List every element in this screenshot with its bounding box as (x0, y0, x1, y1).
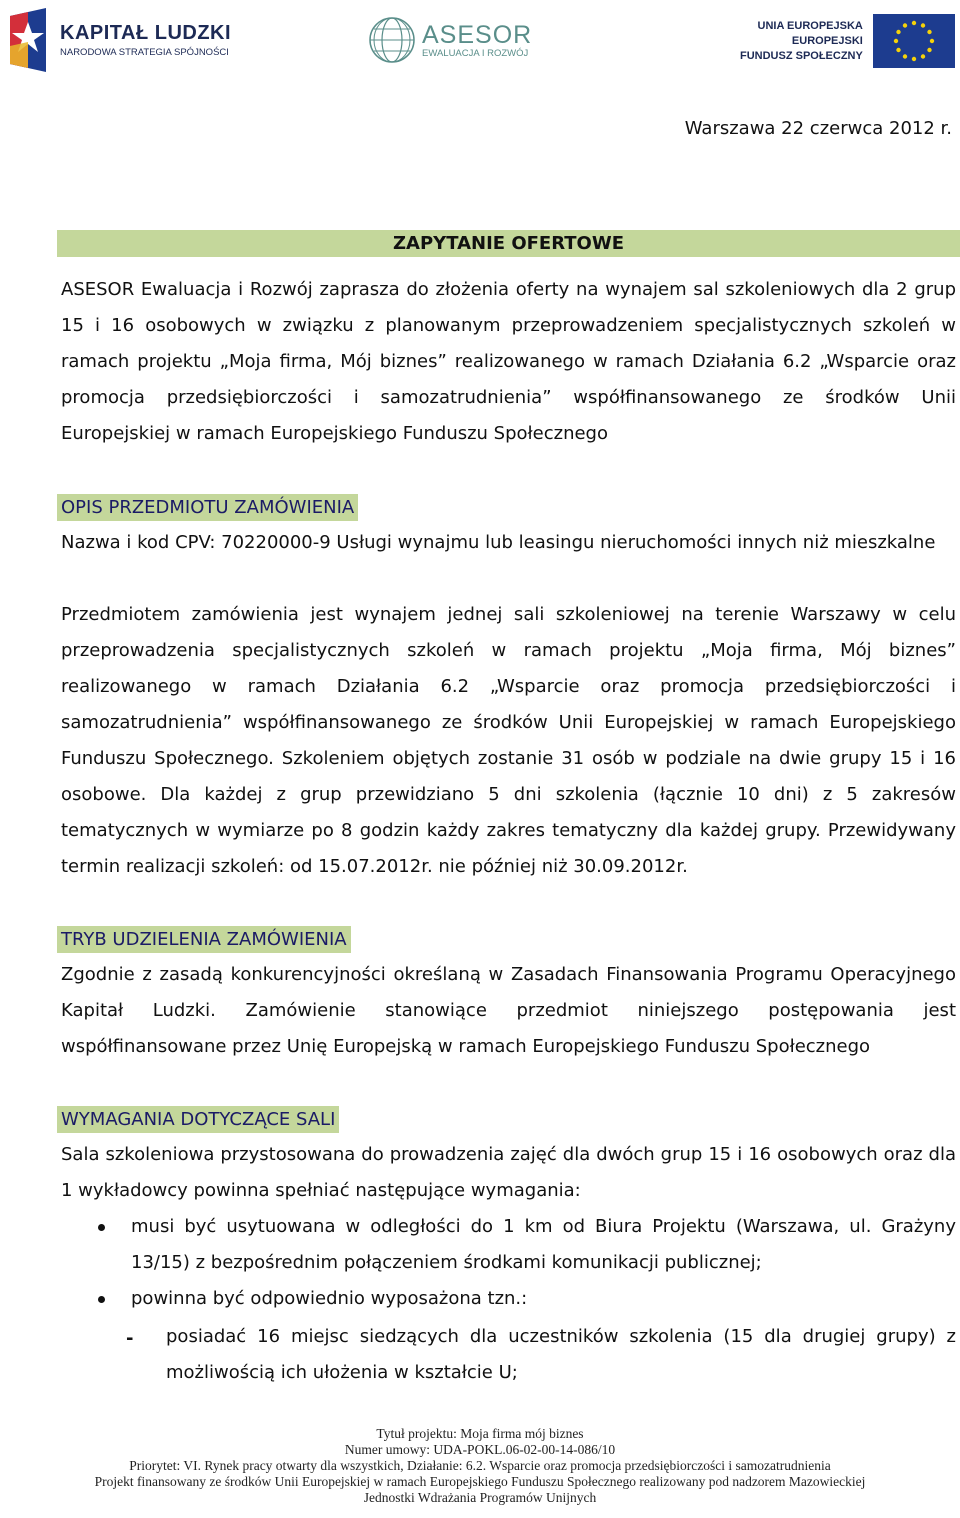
requirement-item: musi być usytuowana w odległości do 1 km od Biura Projektu (Warszawa, ul. Grażyny 13/15) z bezpośrednim połączeniem środkami komunikacji publicznej; (131, 1216, 956, 1273)
requirement-item: powinna być odpowiednio wyposażona tzn.: (131, 1288, 528, 1309)
eu-logo (740, 14, 955, 68)
eu-line-2: EUROPEJSKI (791, 34, 863, 47)
footer-line-5: Jednostki Wdrażania Programów Unijnych (363, 1490, 597, 1505)
footer-line-2: Numer umowy: UDA-POKL.06-02-00-14-086/10 (344, 1442, 616, 1457)
eu-line-1: UNIA EUROPEJSKA (757, 19, 863, 32)
footer-line-1: Tytuł projektu: Moja firma mój biznes (376, 1426, 584, 1441)
cpv-paragraph: Nazwa i kod CPV: 70220000-9 Usługi wynajmu lub leasingu nieruchomości innych niż mieszkalne (61, 532, 936, 553)
wymagania-paragraph: Sala szkoleniowa przystosowana do prowadzenia zajęć dla dwóch grup 15 i 16 osobowych oraz dla 1 wykładowcy powinna spełniać następujące wymagania: (61, 1144, 956, 1201)
section-tryb-title: TRYB UDZIELENIA ZAMÓWIENIA (57, 926, 351, 953)
intro-paragraph: ASESOR Ewaluacja i Rozwój zaprasza do złożenia oferty na wynajem sal szkoleniowych dla 2 grup 15 i 16 osobowych w związku z planowanym przeprowadzeniem specjalistycznych szkoleń w ramach projektu „Moja firma, Mój biznes” realizowanego w ramach Działania 6.2 „Wsparcie oraz promocja przedsiębiorczości i samozatrudnienia” współfinansowanego ze środków Unii Europejskiej w ramach Europejskiego Funduszu Społecznego (61, 279, 956, 444)
document-title: ZAPYTANIE OFERTOWE (57, 230, 960, 257)
section-wymagania-title: WYMAGANIA DOTYCZĄCE SALI (57, 1106, 339, 1133)
requirement-subitem: posiadać 16 miejsc siedzących dla uczestników szkolenia (15 dla drugiej grupy) z możliwością ich ułożenia w kształcie U; (166, 1326, 956, 1383)
asesor-logo (368, 16, 532, 64)
tryb-paragraph: Zgodnie z zasadą konkurencyjności określaną w Zasadach Finansowania Programu Operacyjnego Kapitał Ludzki. Zamówienie stanowiące przedmiot niniejszego postępowania jest współfinansowane przez Unię Europejską w ramach Europejskiego Funduszu Społecznego (61, 964, 956, 1057)
eu-flag-icon (873, 14, 955, 68)
dash-marker: - (126, 1328, 134, 1349)
bullet-dot (98, 1296, 105, 1303)
footer-line-3: Priorytet: VI. Rynek pracy otwarty dla wszystkich, Działanie: 6.2. Wsparcie oraz promocja przedsiębiorczości i samozatrudnienia (129, 1458, 831, 1473)
document-date: Warszawa 22 czerwca 2012 r. (684, 118, 952, 139)
section-opis-title: OPIS PRZEDMIOTU ZAMÓWIENIA (57, 494, 358, 521)
eu-line-3: FUNDUSZ SPOŁECZNY (740, 49, 863, 62)
page-footer (0, 1426, 960, 1506)
asesor-subtitle: EWALUACJA I ROZWÓJ (422, 47, 529, 59)
kapital-ludzki-star-icon (6, 6, 50, 74)
bullet-dot (98, 1224, 105, 1231)
asesor-globe-icon (368, 16, 416, 64)
page-header (0, 0, 960, 80)
footer-line-4: Projekt finansowany ze środków Unii Europejskiej w ramach Europejskiego Funduszu Społecznego realizowany pod nadzorem Mazowieckiej (94, 1474, 866, 1489)
asesor-title: ASESOR (422, 20, 533, 49)
opis-paragraph: Przedmiotem zamówienia jest wynajem jednej sali szkoleniowej na terenie Warszawy w celu przeprowadzenia specjalistycznych szkoleń w ramach projektu „Moja firma, Mój biznes” realizowanego w ramach Działania 6.2 „Wsparcie oraz promocja przedsiębiorczości i samozatrudnienia” współfinansowanego ze środków Unii Europejskiej w ramach Europejskiego Funduszu Społecznego. Szkoleniem objętych zostanie 31 osób w podziale na dwie grupy 15 i 16 osobowe. Dla każdej z grup przewidziano 5 dni szkolenia (łącznie 10 dni) z 5 zakresów tematycznych w wymiarze po 8 godzin każdy zakres tematyczny dla każdej grupy. Przewidywany termin realizacji szkoleń: od 15.07.2012r. nie później niż 30.09.2012r. (61, 604, 956, 877)
kl-title: KAPITAŁ LUDZKI (60, 22, 232, 44)
kl-subtitle: NARODOWA STRATEGIA SPÓJNOŚCI (60, 47, 229, 58)
kapital-ludzki-logo (6, 6, 231, 74)
